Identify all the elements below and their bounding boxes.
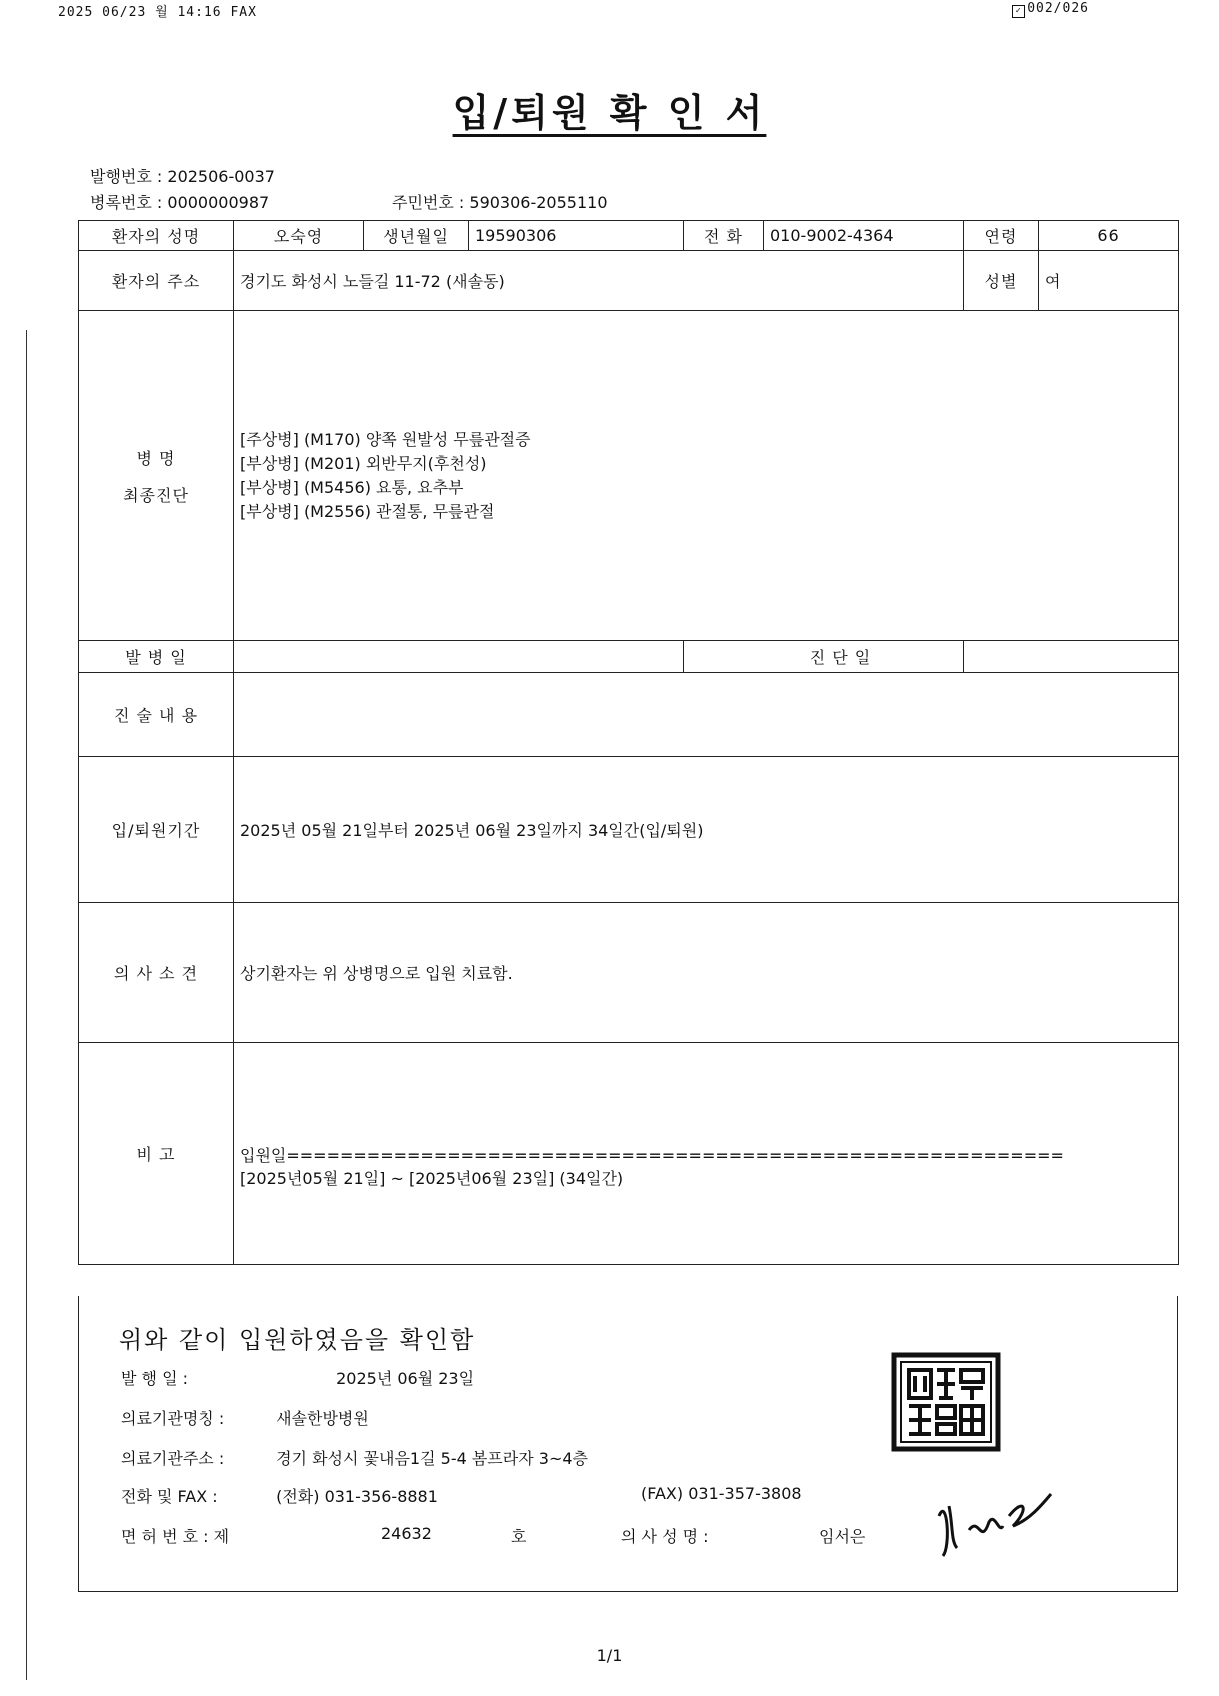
issue-date-label: 발 행 일 : xyxy=(121,1369,189,1388)
label-age: 연령 xyxy=(964,221,1039,251)
record-number-row xyxy=(90,190,608,213)
diagnosis-item: [부상병] (M2556) 관절통, 무릎관절 xyxy=(240,501,495,521)
page-number: 1/1 xyxy=(596,1646,623,1665)
issue-date-value: 2025년 06월 23일 xyxy=(336,1369,475,1388)
patient-phone: 010-9002-4364 xyxy=(764,221,964,251)
margin-line xyxy=(26,330,27,1680)
patient-sex: 여 xyxy=(1039,251,1179,311)
onset-value xyxy=(234,641,684,673)
remarks-line-2: [2025년05월 21일] ~ [2025년06월 23일] (34일간) xyxy=(240,1168,624,1188)
label-onset: 발 병 일 xyxy=(79,641,234,673)
fax-box-icon: ✓ xyxy=(1012,5,1025,18)
confirmation-section xyxy=(78,1296,1178,1592)
phone-value: (전화) 031-356-8881 xyxy=(276,1487,438,1506)
document-title xyxy=(0,82,1219,137)
confirmation-statement: 위와 같이 입원하였음을 확인함 xyxy=(119,1326,476,1354)
diagnosis-item: [부상병] (M5456) 요통, 요추부 xyxy=(240,477,464,497)
license-suffix: 호 xyxy=(511,1527,527,1546)
patient-address: 경기도 화성시 노들길 11-72 (새솔동) xyxy=(234,251,964,311)
doctor-label: 의 사 성 명 : xyxy=(621,1527,709,1546)
contact-row xyxy=(121,1484,802,1507)
diagnosis-list xyxy=(234,311,1179,641)
label-sex: 성별 xyxy=(964,251,1039,311)
remarks-line-1: 입원일========================================================== xyxy=(240,1145,1064,1165)
label-remarks: 비 고 xyxy=(79,1043,234,1265)
institution-row xyxy=(121,1406,369,1429)
institution-label: 의료기관명칭 : xyxy=(121,1409,225,1428)
issue-number: 발행번호 : 202506-0037 xyxy=(90,167,275,186)
record-number: 병록번호 : 0000000987 xyxy=(90,193,270,212)
patient-name: 오숙영 xyxy=(234,221,364,251)
label-disease: 병 명 xyxy=(136,448,176,468)
hospital-seal-icon xyxy=(891,1352,1001,1452)
fax-page-counter xyxy=(1012,1,1089,18)
row-remarks xyxy=(79,1043,1179,1265)
statement-value xyxy=(234,673,1179,757)
remarks-value xyxy=(234,1043,1179,1265)
fax-value: (FAX) 031-357-3808 xyxy=(641,1484,802,1503)
diagnosis-item: [주상병] (M170) 양쪽 원발성 무릎관절증 xyxy=(240,429,531,449)
row-statement xyxy=(79,673,1179,757)
issue-date-row xyxy=(121,1366,474,1389)
label-diag-date: 진 단 일 xyxy=(684,641,964,673)
fax-timestamp: 2025 06/23 월 14:16 FAX xyxy=(58,5,257,20)
patient-age: 66 xyxy=(1039,221,1179,251)
fax-header xyxy=(0,0,1219,22)
institution-address-label: 의료기관주소 : xyxy=(121,1449,225,1468)
license-row xyxy=(121,1524,866,1547)
patient-dob: 19590306 xyxy=(469,221,684,251)
label-dob: 생년월일 xyxy=(364,221,469,251)
diag-date-value xyxy=(964,641,1179,673)
row-name xyxy=(79,221,1179,251)
fax-page-number: 002/026 xyxy=(1027,1,1089,16)
doctor-signature-icon xyxy=(929,1486,1059,1566)
row-diagnosis xyxy=(79,311,1179,641)
label-opinion: 의 사 소 견 xyxy=(79,903,234,1043)
row-address xyxy=(79,251,1179,311)
diagnosis-item: [부상병] (M201) 외반무지(후천성) xyxy=(240,453,487,473)
doctor-name: 임서은 xyxy=(819,1527,866,1546)
institution-address-row xyxy=(121,1446,588,1469)
label-final-diagnosis: 최종진단 xyxy=(123,485,189,505)
row-opinion xyxy=(79,903,1179,1043)
row-onset xyxy=(79,641,1179,673)
opinion-value: 상기환자는 위 상병명으로 입원 치료함. xyxy=(234,903,1179,1043)
license-label: 면 허 번 호 : 제 xyxy=(121,1527,230,1546)
row-period xyxy=(79,757,1179,903)
period-value: 2025년 05월 21일부터 2025년 06월 23일까지 34일간(입/퇴원) xyxy=(234,757,1179,903)
label-name: 환자의 성명 xyxy=(79,221,234,251)
label-address: 환자의 주소 xyxy=(79,251,234,311)
institution-name: 새솔한방병원 xyxy=(276,1409,369,1428)
institution-address: 경기 화성시 꽃내음1길 5-4 봄프라자 3~4층 xyxy=(276,1449,588,1468)
resident-number: 주민번호 : 590306-2055110 xyxy=(392,193,608,212)
title-text: 입/퇴원 확 인 서 xyxy=(452,91,767,135)
contact-label: 전화 및 FAX : xyxy=(121,1487,218,1506)
label-period: 입/퇴원기간 xyxy=(79,757,234,903)
patient-form-table xyxy=(78,220,1179,1265)
label-phone: 전 화 xyxy=(684,221,764,251)
label-statement: 진 술 내 용 xyxy=(79,673,234,757)
license-number: 24632 xyxy=(381,1524,432,1543)
label-diagnosis xyxy=(79,311,234,641)
